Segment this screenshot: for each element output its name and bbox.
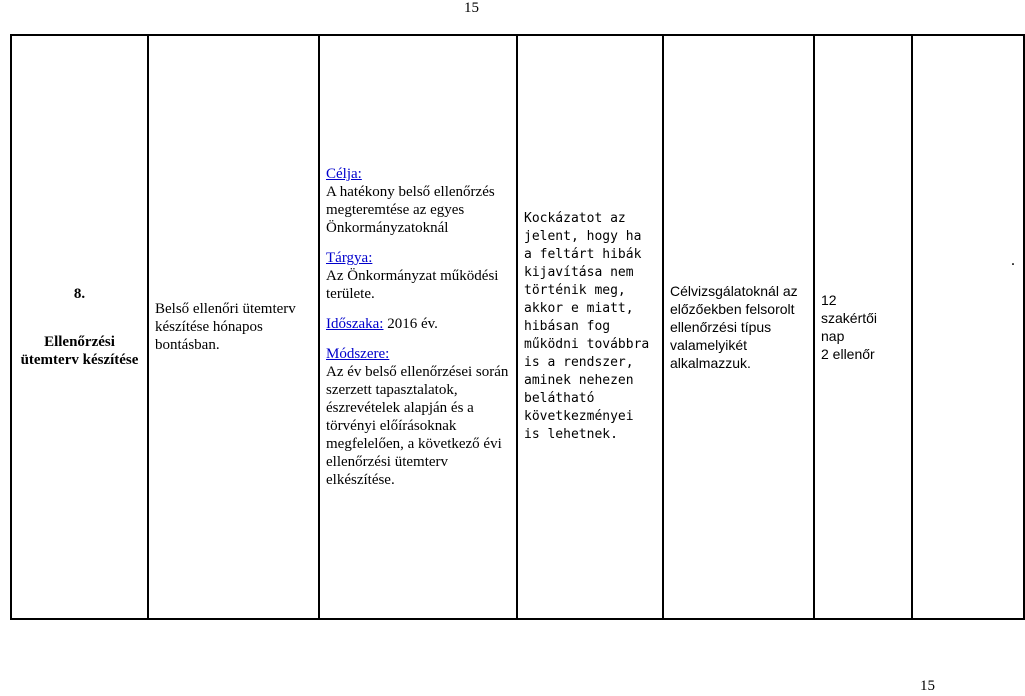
page-number-bottom: 15 — [920, 678, 935, 694]
type-text: Célvizsgálatoknál az előzőekben felsorolt ellenőrzési típus valamelyikét alkalmazzuk. — [670, 283, 798, 371]
subject-text: Belső ellenőri ütemterv készítése hónapos bontásban. — [155, 301, 296, 353]
row-title: Ellenőrzési ütemterv készítése — [20, 334, 139, 368]
method-text: Az év belső ellenőrzései során szerzett tapasztalatok, észrevételek alapján és a törvényi előírásoknak megfelelően, a következő évi ellenőrzési ütemterv elkészítése. — [326, 364, 509, 488]
capacity-line: 2 ellenőr — [821, 346, 875, 362]
subject-cell — [148, 35, 319, 619]
page-number-top: 15 — [464, 0, 479, 16]
table-row — [11, 35, 1024, 619]
capacity-line: nap — [821, 328, 845, 344]
capacity-line: 12 — [821, 292, 837, 308]
goal-text: A hatékony belső ellenőrzés megteremtése az egyes Önkormányzatoknál — [326, 184, 495, 236]
type-cell — [663, 35, 814, 619]
row-number: 8. — [73, 286, 86, 302]
topic-label: Tárgya: — [326, 250, 373, 266]
risk-cell — [517, 35, 663, 619]
row-number-cell — [11, 35, 148, 619]
topic-text: Az Önkormányzat működési területe. — [326, 268, 499, 302]
trailing-mark: . — [1011, 252, 1015, 269]
goal-label: Célja: — [326, 166, 362, 182]
period-text: 2016 év. — [387, 316, 438, 332]
details-cell — [319, 35, 517, 619]
risk-text: Kockázatot az jelent, hogy ha a feltárt hibák kijavítása nem történik meg, akkor e miatt, hibásan fog működni továbbra is a rendszer, aminek nehezen belátható következményei is lehetnek. — [524, 211, 650, 442]
period-label: Időszaka: — [326, 316, 384, 332]
capacity-cell — [814, 35, 912, 619]
method-label: Módszere: — [326, 346, 390, 362]
capacity-line: szakértői — [821, 310, 878, 326]
audit-plan-table — [10, 34, 1025, 620]
remarks-cell — [912, 35, 1024, 619]
